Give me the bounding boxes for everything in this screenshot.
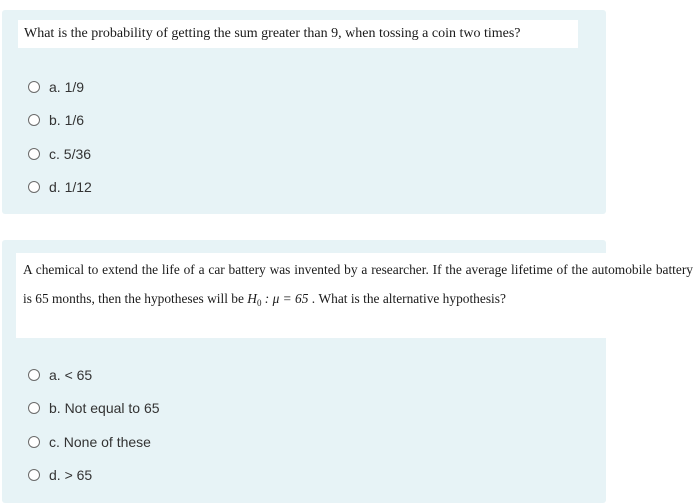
- option-label: a. 1/9: [49, 78, 85, 95]
- option-label: d. > 65: [49, 467, 93, 484]
- radio-button-icon[interactable]: [28, 469, 40, 481]
- option-c[interactable]: [28, 137, 92, 171]
- question-card-2: [2, 240, 693, 503]
- hypothesis-variable: H: [247, 290, 257, 306]
- option-label: c. 5/36: [49, 145, 92, 162]
- option-a[interactable]: [28, 358, 160, 392]
- radio-button-icon[interactable]: [28, 114, 40, 126]
- radio-button-icon[interactable]: [28, 402, 40, 414]
- option-label: d. 1/12: [49, 179, 92, 196]
- option-c[interactable]: [28, 425, 160, 459]
- option-d[interactable]: [28, 459, 160, 493]
- radio-button-icon[interactable]: [28, 81, 40, 93]
- answer-options-1: [28, 70, 92, 204]
- radio-button-icon[interactable]: [28, 369, 40, 381]
- question-text-1: What is the probability of getting the sum greater than 9, when tossing a coin two times?: [18, 20, 578, 48]
- option-d[interactable]: [28, 171, 92, 205]
- question-text-part: . What is the alternative hypothesis?: [308, 290, 506, 306]
- question-text-part: A chemical to extend the life of a car battery was invented by a researcher. If the average lifetime of the automobile battery is 65 months, then the hypotheses will be: [23, 262, 693, 306]
- option-label: b. Not equal to 65: [49, 400, 160, 417]
- option-b[interactable]: [28, 392, 160, 426]
- option-a[interactable]: [28, 70, 92, 104]
- radio-button-icon[interactable]: [28, 436, 40, 448]
- option-label: a. < 65: [49, 366, 93, 383]
- radio-button-icon[interactable]: [28, 181, 40, 193]
- option-b[interactable]: [28, 104, 92, 138]
- question-text-2: [16, 253, 700, 338]
- option-label: c. None of these: [49, 433, 151, 450]
- hypothesis-expression: : μ = 65: [261, 290, 309, 306]
- option-label: b. 1/6: [49, 112, 85, 129]
- answer-options-2: [28, 358, 160, 492]
- question-card-1: [2, 10, 606, 214]
- radio-button-icon[interactable]: [28, 148, 40, 160]
- hypothesis-subscript: 0: [256, 297, 262, 308]
